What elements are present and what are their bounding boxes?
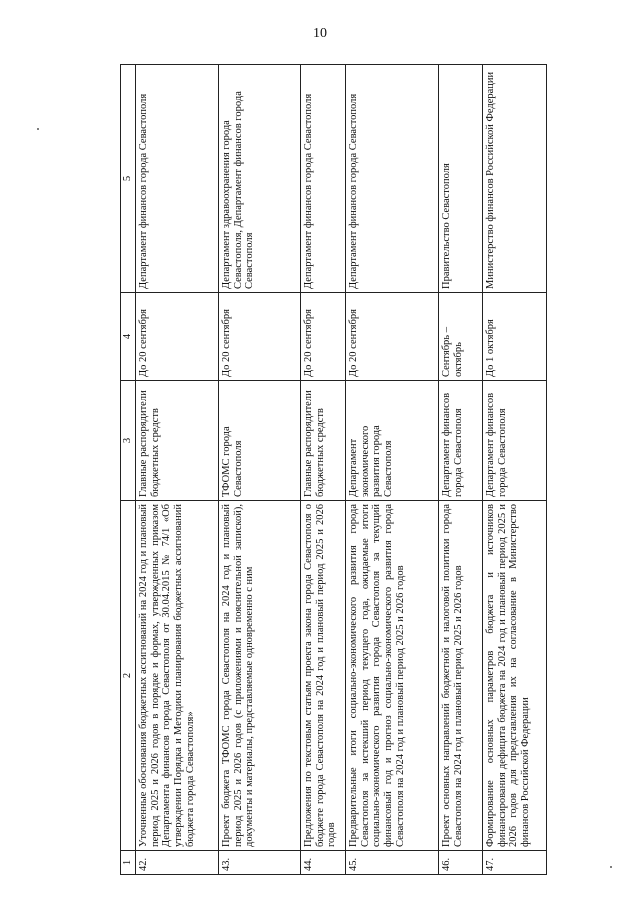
row-number: 46. bbox=[438, 851, 482, 875]
row-task: Проект основных направлений бюджетной и налоговой политики города Севастополя на 2024 год и плановый период 2025 и 2026 годов bbox=[438, 501, 482, 851]
row-deadline: До 20 сентября bbox=[300, 293, 345, 381]
table-row bbox=[438, 65, 482, 875]
header-col-1: 1 bbox=[121, 851, 136, 875]
rotated-table-container bbox=[120, 65, 531, 875]
row-task: Уточненные обоснования бюджетных ассигнований на 2024 год и плановый период 2025 и 2026 годов в порядке и формах, утвержденных приказом Департамента финансов города Севастополя от 30.04.2015 № 74/1 «Об утверждении Порядка и Методики планирования бюджетных ассигнований бюджета города Севастополя» bbox=[135, 501, 218, 851]
row-deadline: До 20 сентября bbox=[218, 293, 300, 381]
row-responsible: Департамент финансов города Севастополя bbox=[482, 381, 546, 501]
scan-speck bbox=[37, 128, 39, 130]
row-number: 44. bbox=[300, 851, 345, 875]
table-row bbox=[300, 65, 345, 875]
row-task: Проект бюджета ТФОМС города Севастополя на 2024 год и плановый период 2025 и 2026 годов (с приложениями и пояснительной запиской), документы и материалы, представляемые одновременно с ним bbox=[218, 501, 300, 851]
row-deadline: До 20 сентября bbox=[135, 293, 218, 381]
header-col-4: 4 bbox=[121, 293, 136, 381]
row-task: Формирование основных параметров бюджета и источников финансирования дефицита бюджета на 2024 год и плановый период 2025 и 2026 годов для представления их на согласование в Министерство финансов Российской Федерации bbox=[482, 501, 546, 851]
row-recipient: Департамент здравоохранения города Севастополя, Департамент финансов города Севастополя bbox=[218, 65, 300, 293]
row-responsible: Главные распорядители бюджетных средств bbox=[300, 381, 345, 501]
table-header-row bbox=[121, 65, 136, 875]
row-recipient: Департамент финансов города Севастополя bbox=[345, 65, 438, 293]
row-responsible: ТФОМС города Севастополя bbox=[218, 381, 300, 501]
row-number: 47. bbox=[482, 851, 546, 875]
row-deadline: До 20 сентября bbox=[345, 293, 438, 381]
row-task: Предложения по текстовым статьям проекта закона города Севастополя о бюджете города Севастополя на 2024 год и плановый период 2025 и 2026 годов bbox=[300, 501, 345, 851]
page-number: 10 bbox=[313, 26, 327, 41]
row-recipient: Департамент финансов города Севастополя bbox=[300, 65, 345, 293]
header-col-3: 3 bbox=[121, 381, 136, 501]
row-deadline: До 1 октября bbox=[482, 293, 546, 381]
scan-speck bbox=[610, 866, 612, 868]
header-col-2: 2 bbox=[121, 501, 136, 851]
row-number: 42. bbox=[135, 851, 218, 875]
row-recipient: Правительство Севастополя bbox=[438, 65, 482, 293]
row-responsible: Главные распорядители бюджетных средств bbox=[135, 381, 218, 501]
row-recipient: Департамент финансов города Севастополя bbox=[135, 65, 218, 293]
row-responsible: Департамент финансов города Севастополя bbox=[438, 381, 482, 501]
header-col-5: 5 bbox=[121, 65, 136, 293]
table-row bbox=[218, 65, 300, 875]
schedule-table bbox=[120, 64, 547, 875]
table-row bbox=[135, 65, 218, 875]
table-row bbox=[345, 65, 438, 875]
row-number: 45. bbox=[345, 851, 438, 875]
table-row bbox=[482, 65, 546, 875]
row-responsible: Департамент экономического развития города Севастополя bbox=[345, 381, 438, 501]
row-deadline: Сентябрь – октябрь bbox=[438, 293, 482, 381]
row-task: Предварительные итоги социально-экономического развития города Севастополя за истекший период текущего года, ожидаемые итоги социально-экономического развития города Севастополя за текущий финансовый год и прогноз социально-экономического развития города Севастополя на 2024 год и плановый период 2025 и 2026 годов bbox=[345, 501, 438, 851]
row-number: 43. bbox=[218, 851, 300, 875]
row-recipient: Министерство финансов Российской Федерации bbox=[482, 65, 546, 293]
